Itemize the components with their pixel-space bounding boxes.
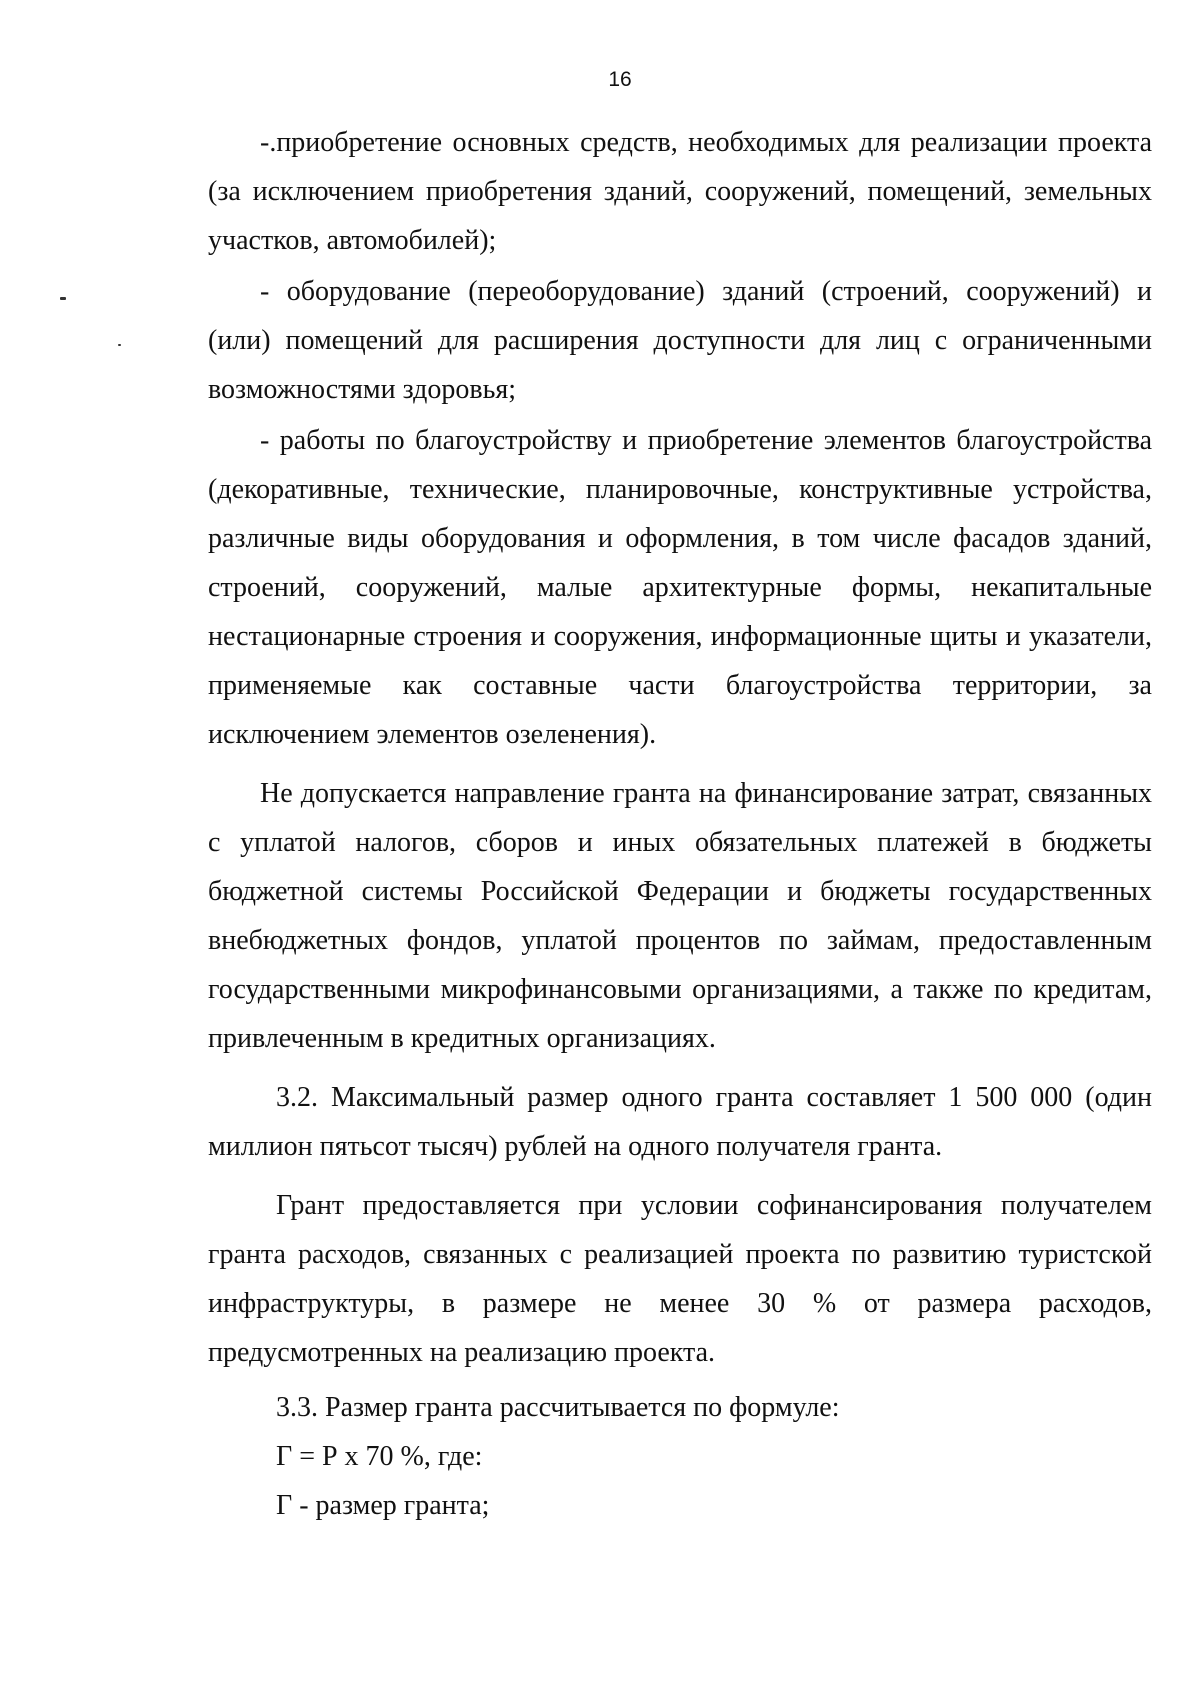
page-number: 16 [608, 68, 632, 91]
paragraph-max-grant: 3.2. Максимальный размер одного гранта составляет 1 500 000 (один миллион пятьсот тысяч) рублей на одного получателя гранта. [208, 1082, 1152, 1162]
scan-speck [118, 344, 121, 346]
formula: Г = Р х 70 %, где: [276, 1441, 483, 1472]
list-item-equipment: - оборудование (переоборудование) зданий (строений, сооружений) и (или) помещений для расширения доступности для лиц с ограниченными возможностями здоровья; [208, 276, 1152, 405]
scan-speck [60, 297, 66, 300]
list-item-fixed-assets: -.приобретение основных средств, необходимых для реализации проекта (за исключением приобретения зданий, сооружений, помещений, земельных участков, автомобилей); [208, 127, 1152, 256]
document-body [208, 118, 1152, 1530]
paragraph-formula-intro: 3.3. Размер гранта рассчитывается по формуле: [276, 1392, 840, 1423]
paragraph-cofinancing: Грант предоставляется при условии софинансирования получателем гранта расходов, связанных с реализацией проекта по развитию туристской инфраструктуры, в размере не менее 30 % от размера расходов, предусмотренных на реализацию проекта. [208, 1190, 1152, 1368]
paragraph-restrictions: Не допускается направление гранта на финансирование затрат, связанных с уплатой налогов, сборов и иных обязательных платежей в бюджеты бюджетной системы Российской Федерации и бюджеты государственных внебюджетных фондов, уплатой процентов по займам, предоставленным государственными микрофинансовыми организациями, а также по кредитам, привлеченным в кредитных организациях. [208, 778, 1152, 1054]
list-item-landscaping: - работы по благоустройству и приобретение элементов благоустройства (декоративные, технические, планировочные, конструктивные устройства, различные виды оборудования и оформления, в том числе фасадов зданий, строений, сооружений, малые архитектурные формы, некапитальные нестационарные строения и сооружения, информационные щиты и указатели, применяемые как составные части благоустройства территории, за исключением элементов озеленения). [208, 425, 1152, 750]
formula-definition: Г - размер гранта; [276, 1490, 490, 1521]
